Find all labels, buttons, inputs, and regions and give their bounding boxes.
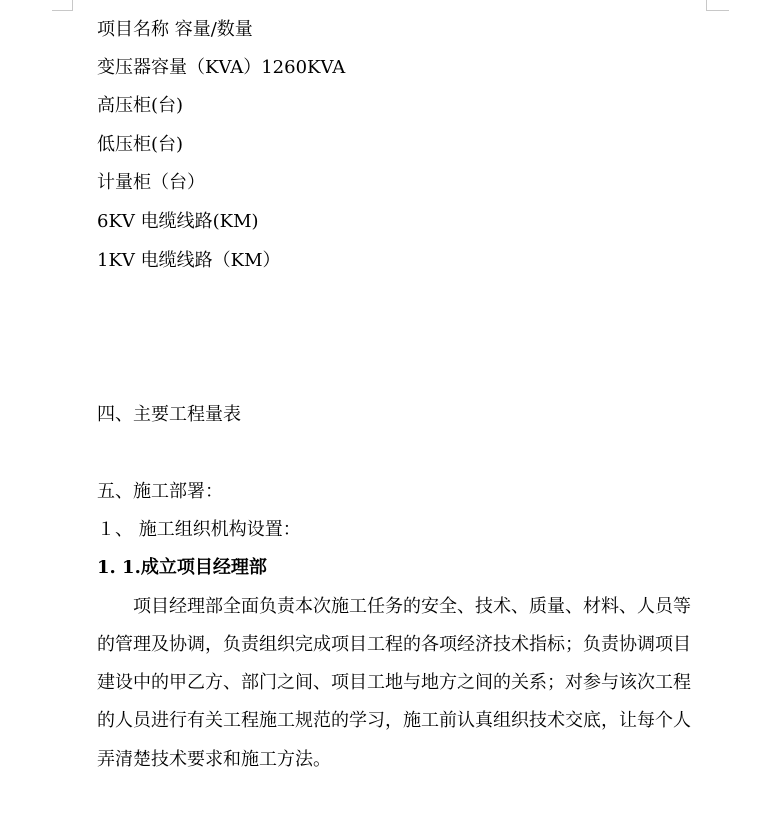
paragraph-line: 项目经理部全面负责本次施工任务的安全、技术、质量、材料、人员等: [133, 596, 691, 617]
paragraph-line: 的管理及协调，负责组织完成项目工程的各项经济技术指标；负责协调项目: [97, 634, 691, 655]
item-1kv-cable: 1KV 电缆线路（KM）: [97, 250, 281, 271]
subsection-heading-1-1: 1. 1.成立项目经理部: [97, 557, 267, 578]
page-corner-mark-right: [706, 0, 729, 11]
item-high-voltage-cabinet: 高压柜(台): [97, 95, 184, 116]
subsection-heading-1: １、 施工组织机构设置：: [97, 519, 301, 540]
item-low-voltage-cabinet: 低压柜(台): [97, 134, 184, 155]
section-heading-4: 四、主要工程量表: [97, 404, 241, 425]
paragraph-line: 建设中的甲乙方、部门之间、项目工地与地方之间的关系；对参与该次工程: [97, 672, 691, 693]
page-corner-mark-left: [52, 0, 73, 11]
paragraph-line: 弄清楚技术要求和施工方法。: [97, 749, 331, 770]
paragraph-line: 的人员进行有关工程施工规范的学习，施工前认真组织技术交底，让每个人: [97, 710, 691, 731]
item-header: 项目名称 容量/数量: [97, 19, 253, 40]
item-metering-cabinet: 计量柜（台）: [97, 172, 205, 193]
item-6kv-cable: 6KV 电缆线路(KM): [97, 211, 259, 232]
item-transformer-capacity: 变压器容量（KVA）1260KVA: [97, 57, 346, 78]
section-heading-5: 五、施工部署：: [97, 481, 223, 502]
